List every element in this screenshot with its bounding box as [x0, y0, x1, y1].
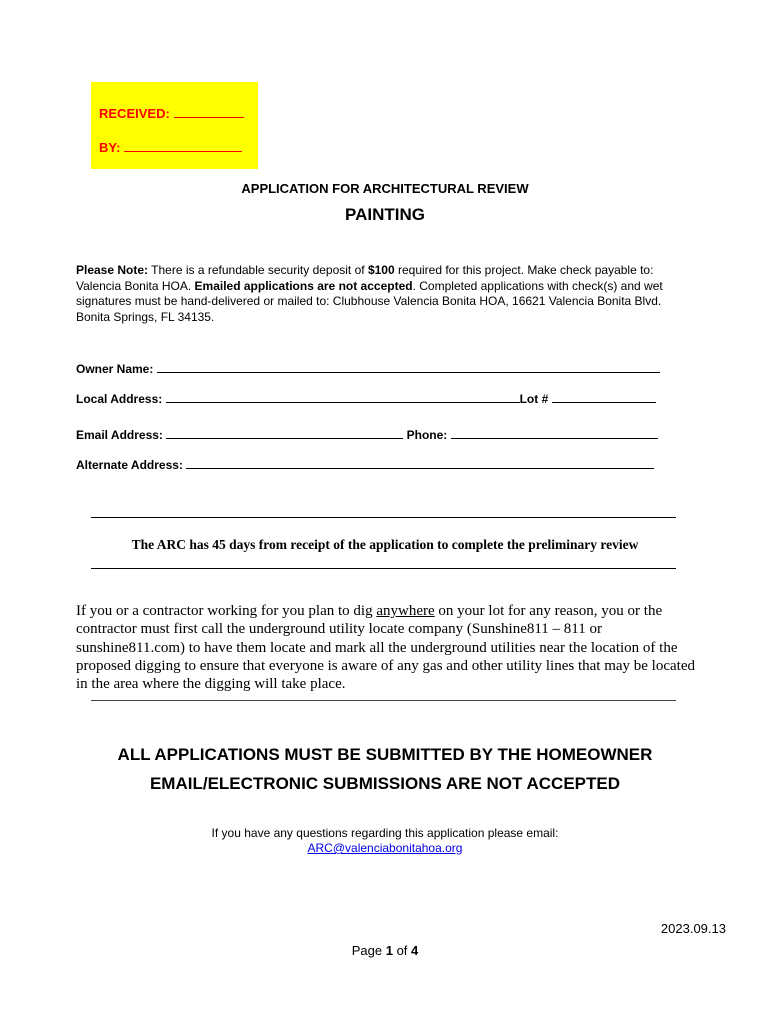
- dig-text-2: on your lot for any reason, you or the contractor must first call the underground utility locate company (Sunshine811 – 811 or sunshine811.com) to have them locate and mark all the underground utilities near the location of the proposed digging to ensure that everyone is aware of any gas and other utility lines that may be located in the area where the digging will take place.: [76, 603, 695, 693]
- by-blank[interactable]: [124, 141, 242, 152]
- note-text-1: There is a refundable security deposit of: [148, 263, 368, 277]
- submission-notice-2: EMAIL/ELECTRONIC SUBMISSIONS ARE NOT ACCEPTED: [149, 774, 621, 793]
- email-phone-row: [76, 428, 658, 442]
- lot-field[interactable]: [552, 392, 656, 403]
- note-emphasis: Emailed applications are not accepted: [194, 278, 413, 293]
- owner-name-row: [76, 362, 660, 376]
- dig-text-1: If you or a contractor working for you plan to dig: [76, 603, 377, 619]
- note-label: Please Note:: [76, 263, 149, 277]
- note-text-3: . Completed applications with check(s) and wet signatures must be hand-delivered or mailed to: Clubhouse Valencia Bonita HOA, 16621 Valencia Bonita Blvd. Bonita Springs, FL 34135.: [76, 278, 663, 324]
- phone-field[interactable]: [451, 428, 658, 439]
- page-number: [0, 943, 770, 958]
- page-of: of: [392, 943, 412, 958]
- arc-review-notice: The ARC has 45 days from receipt of the application to complete the preliminary review: [131, 537, 639, 552]
- by-line: [99, 140, 242, 155]
- local-address-label: Local Address:: [76, 392, 163, 406]
- dig-underlined: anywhere: [376, 603, 435, 619]
- by-label: BY:: [99, 140, 121, 155]
- local-address-field[interactable]: [166, 392, 520, 403]
- document-title: APPLICATION FOR ARCHITECTURAL REVIEW: [241, 181, 529, 196]
- alternate-address-label: Alternate Address:: [76, 458, 183, 472]
- email-label: Email Address:: [76, 428, 163, 442]
- deposit-amount: $100: [367, 263, 395, 277]
- alternate-address-field[interactable]: [186, 458, 654, 469]
- contact-email-link[interactable]: ARC@valenciabonitahoa.org: [307, 841, 463, 855]
- page-current: 1: [385, 943, 393, 958]
- document-subtitle: PAINTING: [345, 205, 425, 224]
- owner-name-field[interactable]: [157, 362, 660, 373]
- revision-date: 2023.09.13: [660, 921, 726, 936]
- owner-name-label: Owner Name:: [76, 362, 154, 376]
- phone-label: Phone:: [406, 428, 448, 442]
- received-stamp: [91, 82, 258, 169]
- contact-link-row: [0, 841, 770, 855]
- page-total: 4: [411, 943, 419, 958]
- page-prefix: Page: [351, 943, 386, 958]
- email-field[interactable]: [166, 428, 403, 439]
- divider-top: [91, 517, 676, 518]
- contact-text: If you have any questions regarding this application please email:: [211, 826, 559, 840]
- received-label: RECEIVED:: [99, 106, 170, 121]
- alternate-address-row: [76, 458, 654, 472]
- divider-bottom: [91, 568, 676, 569]
- received-blank[interactable]: [174, 107, 244, 118]
- submission-notice-1: ALL APPLICATIONS MUST BE SUBMITTED BY THE HOMEOWNER: [117, 745, 653, 764]
- note-text-2: required for this project. Make check payable to: Valencia Bonita HOA.: [76, 263, 654, 293]
- lot-label: Lot #: [519, 392, 549, 406]
- dig-notice: [76, 602, 706, 693]
- dig-divider: [91, 700, 676, 701]
- local-address-row: [76, 392, 656, 406]
- deposit-note: [76, 263, 698, 325]
- received-line: [99, 106, 244, 121]
